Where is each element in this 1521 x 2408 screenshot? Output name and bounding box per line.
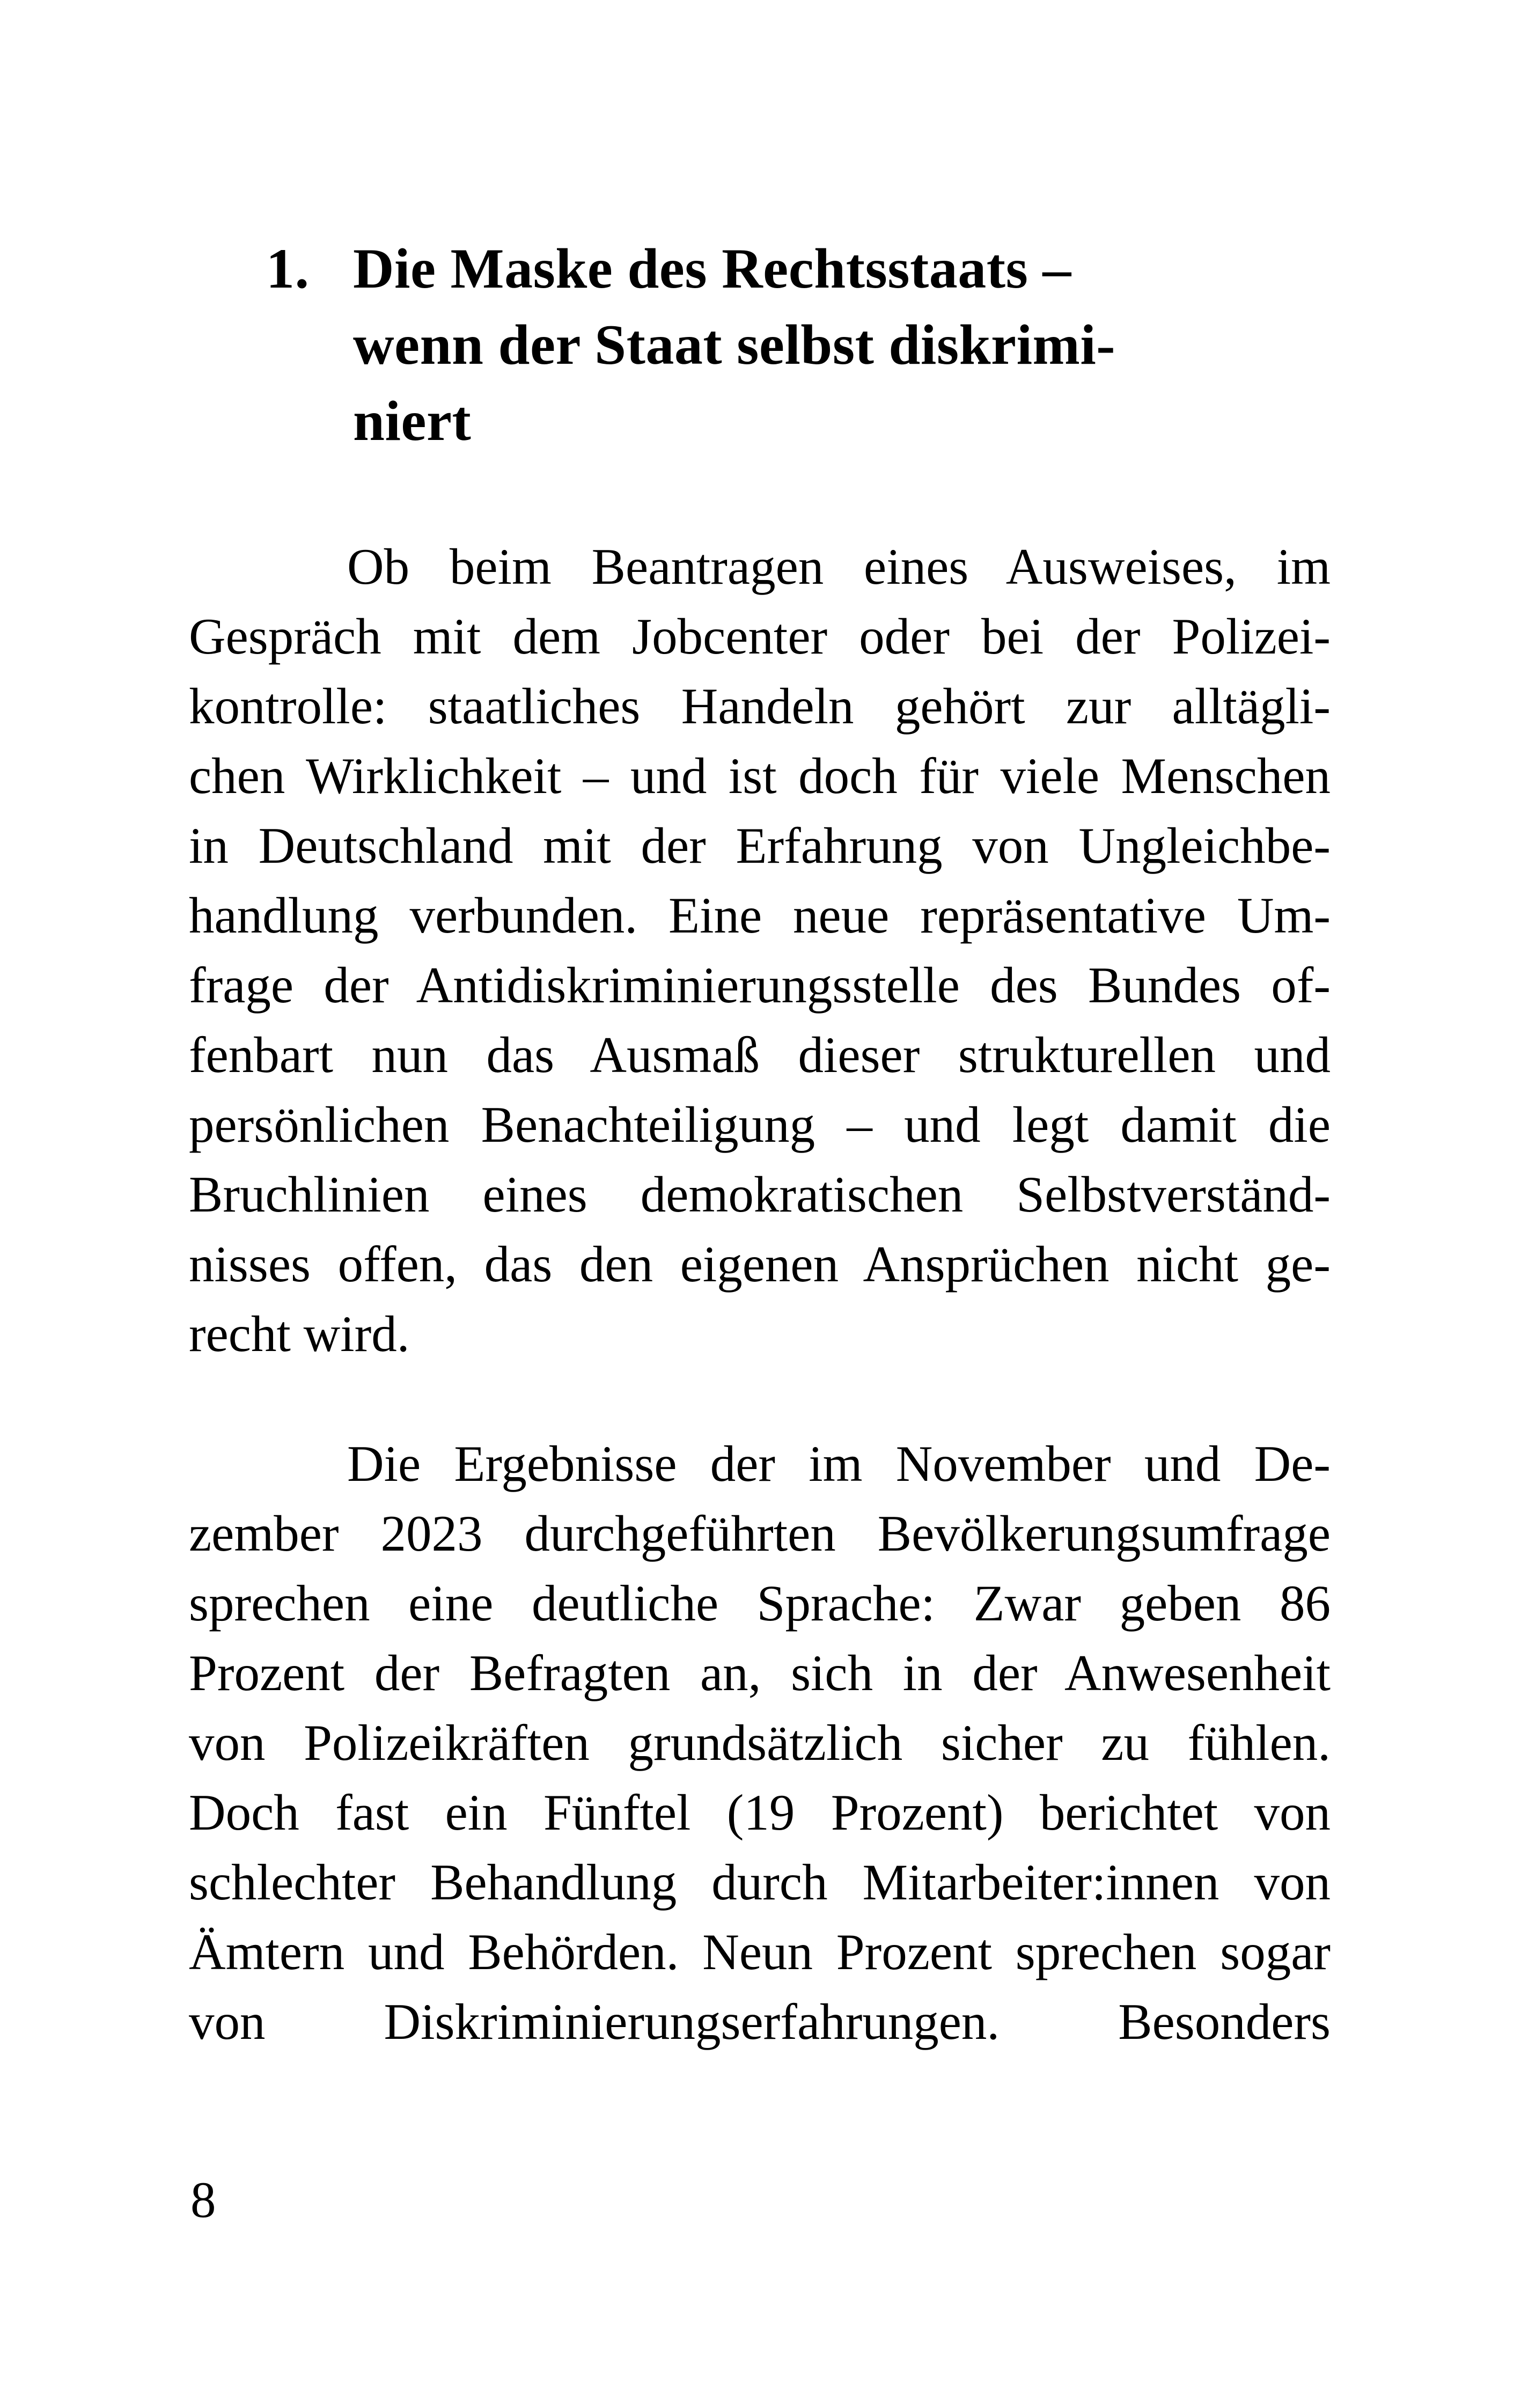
- text-line: kontrolle: staatliches Handeln gehört zur alltägli-: [189, 678, 1331, 735]
- text-line: Die Ergebnisse der im November und De-: [347, 1435, 1331, 1492]
- heading-line: Die Maske des Rechtsstaats –: [353, 237, 1071, 300]
- body-paragraphs: [189, 532, 1331, 2057]
- text-line: Ob beim Beantragen eines Ausweises, im: [347, 538, 1331, 595]
- text-block: [189, 231, 1331, 2057]
- text-line: frage der Antidiskriminierungsstelle des Bundes of-: [189, 957, 1331, 1014]
- text-line: Ämtern und Behörden. Neun Prozent sprechen sogar: [189, 1924, 1331, 1980]
- paragraph: [189, 532, 1331, 1369]
- heading-line: wenn der Staat selbst diskrimi-: [353, 313, 1116, 376]
- text-line: in Deutschland mit der Erfahrung von Ungleichbe-: [189, 817, 1331, 874]
- chapter-number: 1.: [266, 237, 310, 300]
- heading-line: niert: [353, 390, 472, 452]
- text-line: Doch fast ein Fünftel (19 Prozent) berichtet von: [189, 1784, 1331, 1841]
- text-line: sprechen eine deutliche Sprache: Zwar geben 86: [189, 1575, 1331, 1632]
- text-line: Gespräch mit dem Jobcenter oder bei der Polizei-: [189, 608, 1331, 665]
- text-line: nisses offen, das den eigenen Ansprüchen nicht ge-: [189, 1236, 1331, 1293]
- paragraph: [189, 1429, 1331, 2057]
- text-line: zember 2023 durchgeführten Bevölkerungsumfrage: [189, 1505, 1331, 1562]
- page-number: 8: [190, 2171, 216, 2228]
- chapter-title: [353, 231, 1331, 459]
- text-line: von Polizeikräften grundsätzlich sicher zu fühlen.: [189, 1714, 1331, 1771]
- text-line: Prozent der Befragten an, sich in der Anwesenheit: [189, 1645, 1331, 1701]
- text-line: fenbart nun das Ausmaß dieser strukturellen und: [189, 1026, 1331, 1083]
- text-line: handlung verbunden. Eine neue repräsentative Um-: [189, 887, 1331, 944]
- text-line: recht wird.: [189, 1305, 410, 1362]
- text-line: Bruchlinien eines demokratischen Selbstverständ-: [189, 1166, 1331, 1223]
- text-line: schlechter Behandlung durch Mitarbeiter:innen von: [189, 1854, 1331, 1911]
- text-line: chen Wirklichkeit – und ist doch für viele Menschen: [189, 747, 1331, 804]
- chapter-heading: [189, 231, 1331, 459]
- text-line: von Diskriminierungserfahrungen. Besonders: [189, 1993, 1331, 2050]
- text-line: persönlichen Benachteiligung – und legt damit die: [189, 1096, 1331, 1153]
